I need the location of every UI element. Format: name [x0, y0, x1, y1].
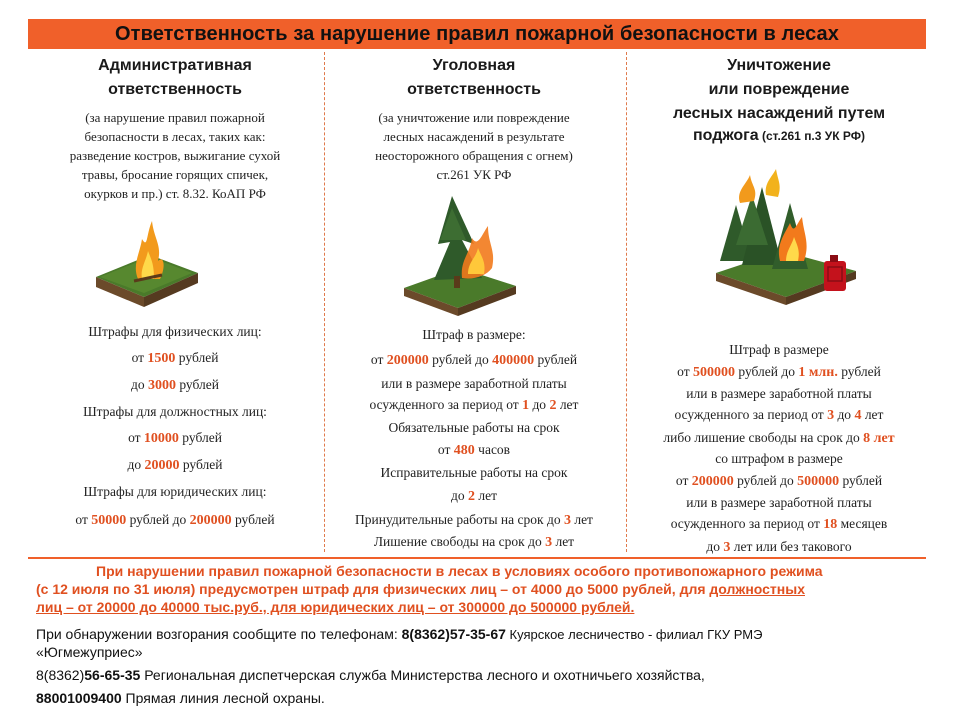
column-heading: Уголовная: [432, 57, 516, 74]
fine-text: месяцев: [837, 516, 888, 531]
administrative-column: [30, 54, 320, 203]
phone-number[interactable]: 88001009400: [36, 690, 122, 706]
fine-text: от: [128, 430, 144, 445]
fine-amount: 8 лет: [863, 431, 895, 446]
fine-amount: 1500: [147, 351, 176, 366]
fine-amount: 200000: [691, 474, 734, 489]
fine-text: от: [677, 364, 693, 379]
campfire-on-grass-icon: [92, 205, 202, 315]
contact-org: Прямая линия лесной охраны.: [121, 690, 325, 706]
column-heading-note: (ст.261 п.3 УК РФ): [758, 129, 865, 143]
fine-text: до: [127, 457, 145, 472]
fine-text: лет или без такового: [730, 539, 852, 554]
fine-text: или в размере заработной платы: [686, 495, 872, 510]
fine-line: [328, 512, 620, 529]
fine-line: [328, 420, 620, 437]
warning-underlined: должностных: [709, 581, 805, 597]
fine-text: Штрафы для должностных лиц:: [83, 404, 267, 419]
fine-line: [630, 516, 928, 533]
fine-amount: 10000: [143, 431, 179, 446]
fine-text: до: [834, 407, 855, 422]
fine-line: [630, 364, 928, 381]
fine-text: Обязательные работы на срок: [388, 420, 560, 435]
fine-line: [630, 342, 928, 359]
column-heading: Уничтожение: [727, 57, 831, 74]
fine-text: Лишение свободы на срок до: [373, 534, 546, 549]
fine-line: [30, 457, 320, 474]
phone-code: 8(8362): [36, 667, 85, 683]
fine-line: [630, 495, 928, 512]
fine-text: Принудительные работы на срок до: [355, 512, 564, 527]
fine-text: рублей: [231, 512, 275, 527]
fine-text: рублей до: [733, 473, 798, 488]
contact-line: [36, 643, 143, 661]
fine-text: до: [706, 539, 724, 554]
fine-line: [328, 442, 620, 459]
page-title: Ответственность за нарушение правил пожарной безопасности в лесах: [28, 19, 926, 49]
fine-amount: 480: [453, 443, 475, 458]
fine-amount: 50000: [91, 513, 127, 528]
description-line: травы, бросание горящих спичек,: [81, 167, 269, 182]
contact-org: Куярское лесничество - филиал ГКУ РМЭ: [505, 627, 763, 642]
contact-org: «Югмежуприес»: [36, 644, 143, 660]
fine-line: [328, 352, 620, 369]
fine-line: [328, 534, 620, 551]
description-line: разведение костров, выжигание сухой: [69, 148, 281, 163]
warning-text: (с 12 июля по 31 июля) предусмотрен штраф для физических лиц – от 4000 до 5000 рублей, для: [36, 581, 710, 597]
description-line: окурков и пр.) ст. 8.32. КоАП РФ: [84, 186, 266, 201]
column-description: [30, 108, 320, 203]
fine-amount: 3000: [147, 378, 176, 393]
fine-amount: 1 млн.: [798, 365, 838, 380]
fine-text: либо лишение свободы на срок до: [663, 430, 864, 445]
fine-text: от: [131, 350, 148, 365]
fine-text: рублей: [837, 364, 881, 379]
fine-line: [630, 473, 928, 490]
contact-line: [36, 689, 325, 707]
fine-amount: 500000: [693, 365, 735, 380]
fine-line: [630, 386, 928, 403]
column-heading-word: поджога: [693, 127, 759, 144]
warning-line: [36, 580, 926, 598]
fine-line: [30, 324, 320, 341]
fine-text: от: [75, 512, 92, 527]
description-line: (за нарушение правил пожарной: [85, 110, 265, 125]
fine-text: или в размере заработной платы: [686, 386, 872, 401]
fine-text: рублей: [179, 457, 223, 472]
fine-line: [630, 407, 928, 424]
fine-amount: 200000: [189, 513, 232, 528]
fine-text: рублей: [178, 430, 222, 445]
fine-text: рублей: [175, 377, 219, 392]
fine-line: [30, 484, 320, 501]
description-line: безопасности в лесах, таких как:: [84, 129, 266, 144]
fine-amount: 2: [467, 489, 475, 504]
fine-text: рублей до: [428, 352, 493, 367]
fine-text: Штраф в размере:: [422, 327, 526, 342]
fine-line: [328, 376, 620, 393]
fine-line: [30, 377, 320, 394]
fine-line: [328, 397, 620, 414]
column-divider: [324, 52, 325, 552]
contact-intro: При обнаружении возгорания сообщите по телефонам:: [36, 626, 402, 642]
warning-line: лиц – от 20000 до 40000 тыс.руб., для юридических лиц – от 300000 до 500000 рублей.: [36, 599, 635, 615]
fine-text: до: [529, 397, 550, 412]
fine-text: лет: [474, 488, 497, 503]
fine-text: Исправительные работы на срок: [380, 465, 568, 480]
fine-amount: 2: [549, 398, 557, 413]
fine-text: Штрафы для физических лиц:: [88, 324, 262, 339]
contact-line: [36, 625, 762, 644]
column-heading: ответственность: [108, 81, 242, 98]
description-line: (за уничтожение или повреждение: [378, 110, 570, 125]
fine-text: рублей до: [735, 364, 799, 379]
fine-line: [30, 512, 320, 529]
fine-text: от: [675, 473, 692, 488]
fine-amount: 3: [723, 540, 731, 555]
fine-amount: 3: [545, 535, 553, 550]
fine-text: осужденного за период от: [670, 516, 824, 531]
contact-org: Региональная диспетчерская служба Министерства лесного и охотничьего хозяйства,: [140, 667, 705, 683]
fine-text: лет: [570, 512, 593, 527]
warning-line: При нарушении правил пожарной безопасности в лесах в условиях особого противопожарного режима: [96, 563, 823, 579]
fine-text: Штраф в размере: [729, 342, 829, 357]
fire-regime-warning: [36, 562, 926, 616]
fine-line: [630, 539, 928, 556]
column-description: [328, 108, 620, 184]
fine-amount: 200000: [386, 353, 429, 368]
column-heading: лесных насаждений путем: [672, 105, 886, 122]
column-heading: ответственность: [407, 81, 541, 98]
fine-amount: 3: [563, 513, 571, 528]
contact-line: [36, 666, 705, 684]
fine-amount: 500000: [797, 474, 840, 489]
description-line: неосторожного обращения с огнем): [375, 148, 573, 163]
fine-line: [630, 451, 928, 468]
fine-text: лет: [556, 397, 579, 412]
fine-text: рублей: [534, 352, 578, 367]
fine-text: до: [450, 488, 468, 503]
fine-line: [30, 404, 320, 421]
burning-forest-icon: [706, 165, 866, 315]
description-line: ст.261 УК РФ: [436, 167, 512, 182]
fine-amount: 400000: [492, 353, 535, 368]
column-heading: Административная: [98, 57, 252, 74]
burning-tree-icon: [400, 188, 520, 318]
fine-amount: 20000: [144, 458, 180, 473]
column-heading: [630, 126, 928, 146]
criminal-column: [328, 54, 620, 184]
fine-text: или в размере заработной платы: [381, 376, 567, 391]
column-heading: или повреждение: [708, 81, 850, 98]
section-divider: [28, 557, 926, 559]
fine-text: до: [130, 377, 148, 392]
fine-amount: 18: [823, 517, 838, 532]
fine-text: часов: [474, 442, 511, 457]
fine-text: лет: [552, 534, 575, 549]
column-divider: [626, 52, 627, 552]
fine-amount: 1: [522, 398, 530, 413]
fine-line: [328, 327, 620, 344]
fine-text: со штрафом в размере: [715, 451, 843, 466]
fine-line: [328, 488, 620, 505]
fine-text: лет: [861, 407, 884, 422]
fine-text: осужденного за период от: [369, 397, 523, 412]
fine-text: осужденного за период от: [674, 407, 828, 422]
fine-text: рублей: [175, 350, 219, 365]
fine-text: рублей: [839, 473, 883, 488]
fine-amount: 4: [854, 408, 862, 423]
fine-text: Штрафы для юридических лиц:: [83, 484, 267, 499]
phone-number[interactable]: 56-65-35: [84, 667, 141, 683]
phone-number[interactable]: 8(8362)57-35-67: [401, 626, 506, 642]
arson-column: [630, 54, 928, 146]
fine-amount: 3: [827, 408, 835, 423]
fine-text: от: [370, 352, 387, 367]
fine-line: [630, 430, 928, 447]
fine-text: от: [437, 442, 454, 457]
fine-text: рублей до: [126, 512, 190, 527]
description-line: лесных насаждений в результате: [383, 129, 565, 144]
fine-line: [328, 465, 620, 482]
fine-line: [30, 350, 320, 367]
fine-line: [30, 430, 320, 447]
